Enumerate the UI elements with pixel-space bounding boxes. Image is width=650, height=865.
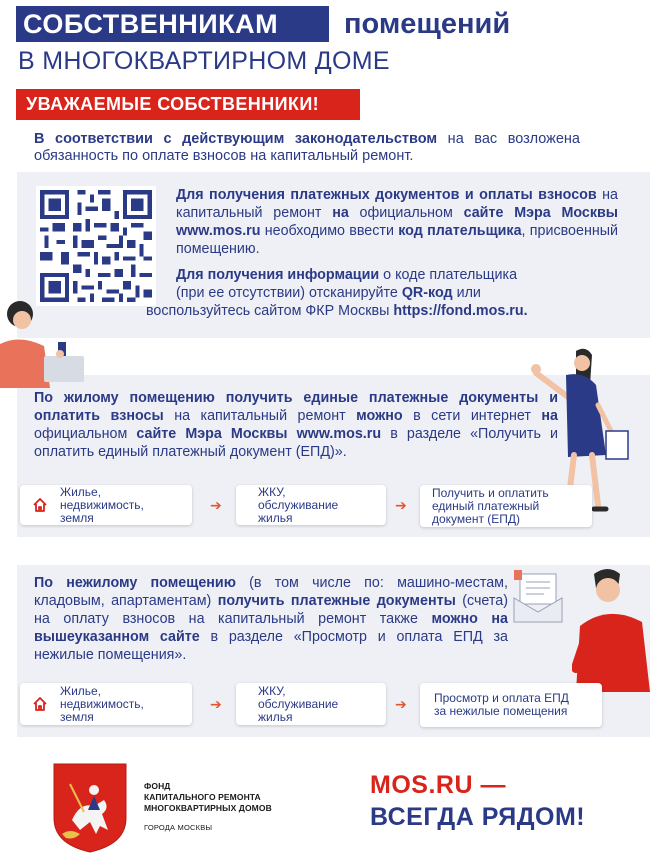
mos-ru-link[interactable]: сайте Мэра Москвы www.mos.ru [176,205,618,239]
man-illustration [572,566,650,692]
greeting-banner [16,89,360,120]
home-icon [32,696,48,712]
fund-name-line: МНОГОКВАРТИРНЫХ ДОМОВ [144,803,272,813]
fund-name-line: КАПИТАЛЬНОГО РЕМОНТА [144,792,261,802]
slogan-line-2: ВСЕГДА РЯДОМ! [370,803,586,831]
text-bold: код плательщика [398,223,522,239]
home-icon [32,497,48,513]
text: на капитальный ремонт [176,187,618,221]
text: в разделе «Получить и оплатить единый платежный документ (ЕПД)». [34,426,558,460]
moscow-coat-of-arms-icon [50,760,130,854]
step-card-1[interactable] [20,485,192,525]
fund-city: ГОРОДА МОСКВЫ [144,823,213,832]
text-bold: Для получения информации [176,267,380,283]
qr-paragraph-1 [176,186,618,258]
qr-instructions [176,186,618,261]
text-bold: QR-код [401,285,453,301]
text: официальном [348,205,464,221]
greeting-banner-text: УВАЖАЕМЫЕ СОБСТВЕННИКИ! [26,94,320,114]
arrow-right-icon: ➔ [395,696,407,712]
arrow-right-icon: ➔ [210,497,222,513]
arrow-right-icon: ➔ [210,696,222,712]
qr-info-paragraph [146,266,618,320]
step-label: ЖКУ, обслуживание жилья [258,683,339,724]
text-bold: на [332,205,349,221]
fund-name-line: ФОНД [144,781,171,791]
step-card-2[interactable] [236,683,386,725]
text-bold: Для получения платежных документов и оплаты взносов [176,187,597,203]
step-label: Жилье, недвижимость, земля [60,683,144,724]
info-line-2 [146,284,618,302]
text: на капитальный ремонт [163,408,357,424]
text-bold: можно [356,408,403,424]
step-label: Жилье, недвижимость, земля [60,484,144,525]
text-bold: на [541,408,558,424]
text: , присвоенный помещению. [176,223,618,257]
nonresidential-paragraph [34,574,508,664]
text: в сети интернет [402,408,542,424]
header-title-rest: помещений [344,8,511,40]
intro-paragraph [34,131,580,165]
header-subtitle: В МНОГОКВАРТИРНОМ ДОМЕ [18,47,390,75]
step-card-1[interactable] [20,683,192,725]
text: о коде плательщика [379,267,518,283]
fond-mos-ru-link[interactable]: https://fond.mos.ru. [393,303,528,319]
woman-laptop-illustration [0,296,92,388]
step-card-3[interactable] [420,683,602,727]
intro-text: на вас возложена обязанность по оплате взносов на капитальный ремонт. [34,131,580,164]
text: (счета) на оплату взносов на капитальный ремонт также [34,593,509,627]
step-label: Получить и оплатить единый платежный документ (ЕПД) [432,485,549,526]
header-boxed-title: СОБСТВЕННИКАМ [23,9,279,39]
envelope-icon [510,568,566,624]
header-title-box [16,6,329,42]
text-bold: получить платежные документы [217,593,456,609]
intro-bold: В соответствии с действующим законодательством [34,131,438,147]
text-bold: По жилому помещению получить единые платежные документы и оплатить взносы [34,390,558,424]
step-card-2[interactable] [236,485,386,525]
fund-name [144,781,272,814]
slogan-line-1[interactable]: MOS.RU — [370,771,506,799]
text-bold: можно на вышеуказанном сайте [34,611,508,645]
text: или [452,285,481,301]
step-label: ЖКУ, обслуживание жилья [258,484,339,525]
text: в разделе «Просмотр и оплата ЕПД за нежилые помещения». [34,629,508,663]
step-label: Просмотр и оплата ЕПД за нежилые помещения [434,691,569,718]
text: официальном [34,426,137,442]
text-bold: По нежилому помещению [34,575,236,591]
info-line-1 [146,266,618,284]
info-line-3 [146,302,618,320]
arrow-right-icon: ➔ [395,497,407,513]
text: необходимо ввести [260,223,399,239]
residential-paragraph [34,389,558,461]
text: воспользуйтесь сайтом ФКР Москвы [146,303,394,319]
text: (при ее отсутствии) отсканируйте [176,285,402,301]
text: (в том числе по: машино-местам, кладовым, апартаментам) [34,575,508,609]
mos-ru-link[interactable]: сайте Мэра Москвы www.mos.ru [136,426,382,442]
step-card-3[interactable] [420,485,592,527]
qr-code-icon[interactable] [36,186,156,306]
